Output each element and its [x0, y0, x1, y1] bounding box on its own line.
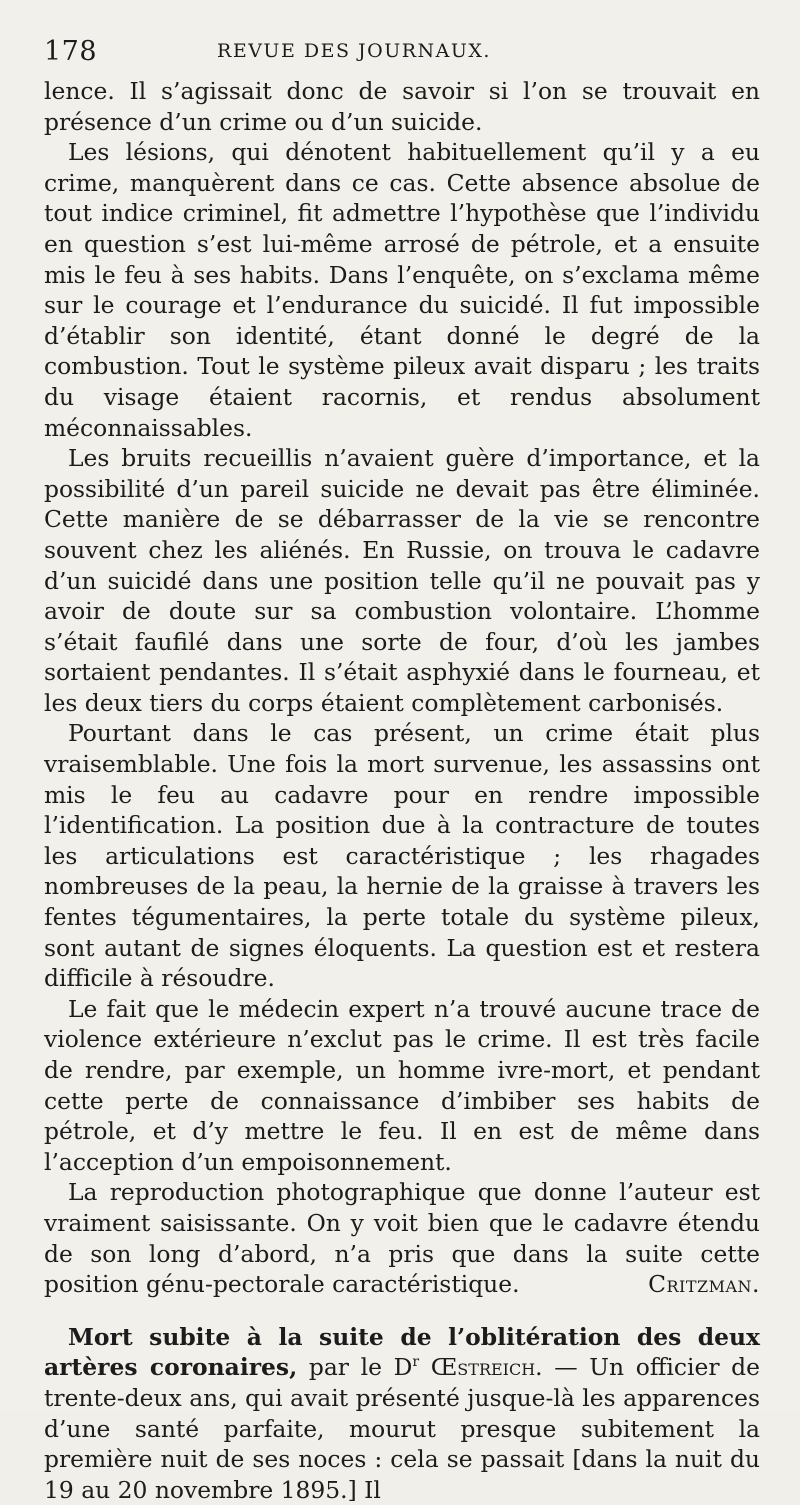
paragraph-continuation: lence. Il s’agissait donc de savoir si l’on se trouvait en présence d’un crime ou d’un suicide. [44, 77, 760, 136]
page-number: 178 [44, 36, 98, 67]
article-by: par le D [297, 1353, 413, 1382]
article-author: Œstreich. [419, 1353, 543, 1382]
paragraph: Les bruits recueillis n’avaient guère d’importance, et la possibilité d’un pareil suicide ne devait pas être éliminée. Cette manière de se débarrasser de la vie se rencontre souvent chez les aliénés. En Russie, on trouva le cadavre d’un suicidé dans une position telle qu’il ne pouvait pas y avoir de doute sur sa combustion volontaire. L’homme s’était faufilé dans une sorte de four, d’où les jambes sortaient pendantes. Il s’était asphyxié dans le fourneau, et les deux tiers du corps étaient complètement carbonisés. [44, 444, 760, 717]
paragraph: Le fait que le médecin expert n’a trouvé aucune trace de violence extérieure n’exclut pas le crime. Il est très facile de rendre, par exemple, un homme ivre-mort, et pendant cette perte de connaissance d’imbiber ses habits de pétrole, et d’y mettre le feu. Il en est de même dans l’acception d’un empoisonnement. [44, 994, 760, 1176]
page-header [44, 36, 764, 70]
running-title: REVUE DES JOURNAUX. [217, 40, 491, 62]
article-paragraph [44, 1322, 760, 1505]
paragraph: Les lésions, qui dénotent habituellement qu’il y a eu crime, manquèrent dans ce cas. Cette absence absolue de tout indice criminel, fit admettre l’hypothèse que l’individu en question s’est lui-même arrosé de pétrole, et a ensuite mis le feu à ses habits. Dans l’enquête, on s’exclama même sur le courage et l’endurance du suicidé. Il fut impossible d’établir son identité, étant donné le degré de la combustion. Tout le système pileux avait disparu ; les traits du visage étaient racornis, et rendus absolument méconnaissables. [44, 138, 760, 442]
signature: Critzman. [648, 1270, 760, 1299]
article-text: — Un officier de trente-deux ans, qui avait présenté jusque-là les apparences d’une santé parfaite, mourut presque subitement la première nuit de ses noces : cela se passait [dans la nuit du 19 au 20 novembre 1895.] Il [44, 1353, 760, 1504]
paragraph-last [44, 1177, 760, 1299]
section-gap [44, 1300, 760, 1322]
paragraph-text: La reproduction photographique que donne l’auteur est vraiment saisissante. On y voit bien que le cadavre étendu de son long d’abord, n’a pris que dans la suite cette position génu-pectorale caractéristique. [44, 1178, 760, 1299]
body-text [44, 76, 760, 1505]
article-title: Mort subite à la suite de l’oblitération des deux artères coronaires, [44, 1322, 760, 1382]
title-superscript: r [412, 1354, 420, 1371]
paragraph: Pourtant dans le cas présent, un crime était plus vraisemblable. Une fois la mort survenue, les assassins ont mis le feu au cadavre pour en rendre impossible l’identification. La position due à la contracture de toutes les articulations est caractéristique ; les rhagades nombreuses de la peau, la hernie de la graisse à travers les fentes tégumentaires, la perte totale du système pileux, sont autant de signes éloquents. La question est et restera difficile à résoudre. [44, 719, 760, 993]
